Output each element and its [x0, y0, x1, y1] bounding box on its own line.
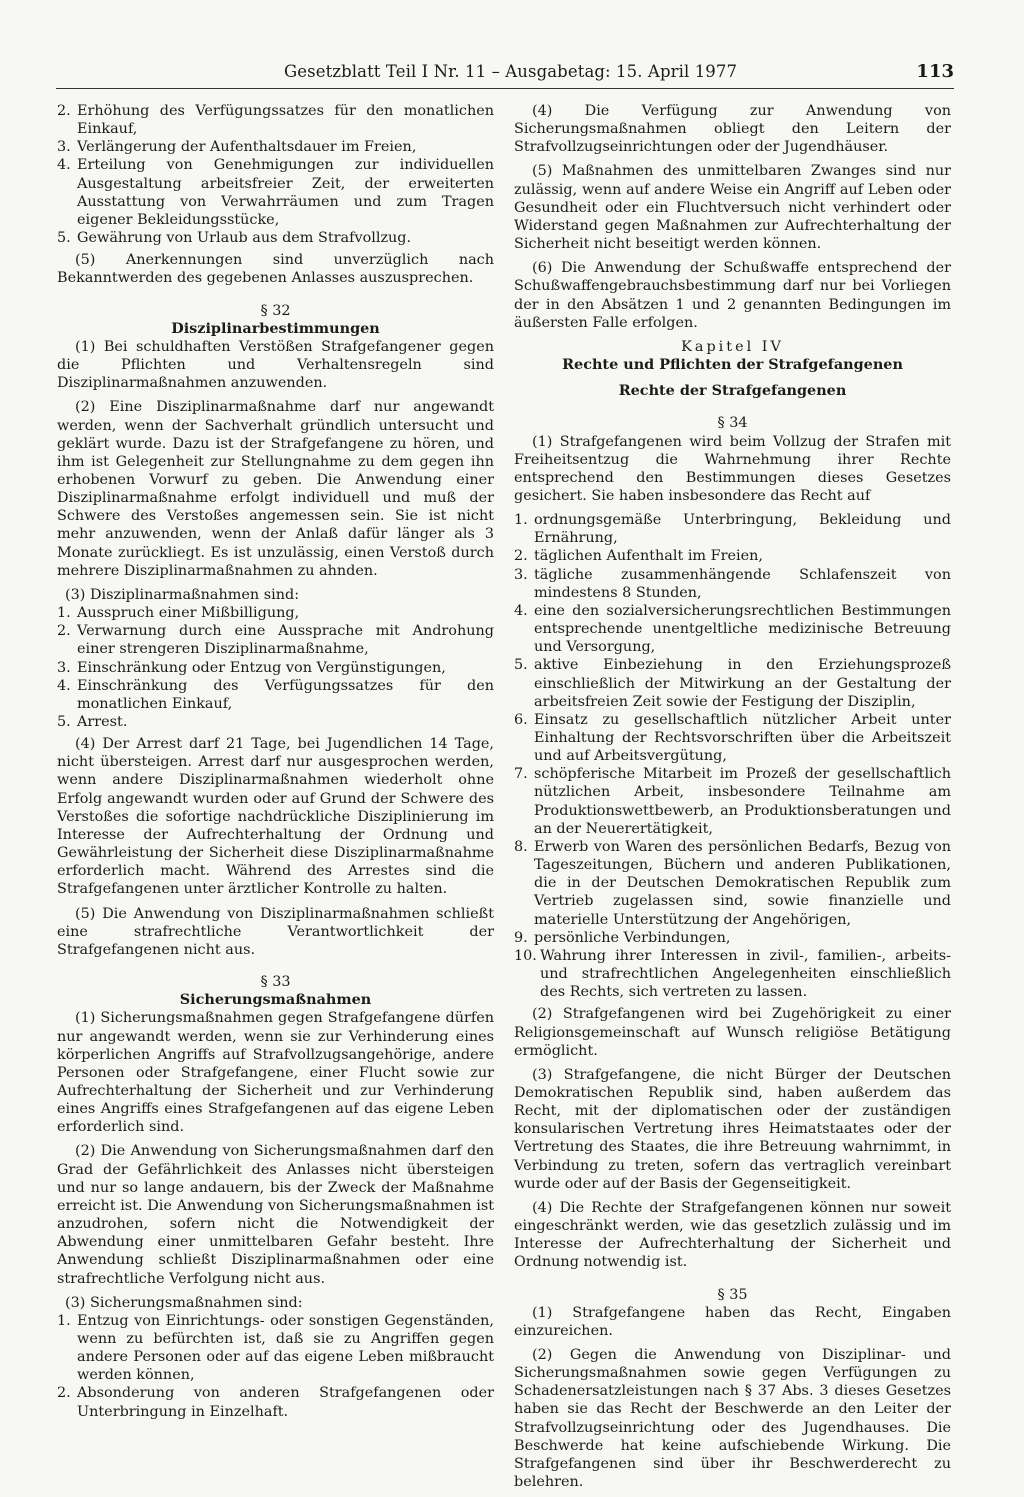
subsection-title: Rechte der Strafgefangenen	[618, 382, 847, 400]
item-text: schöpferische Mitarbeit im Prozeß der gesellschaftlich nützlichen Arbeit, insbesondere Teilnahme am Produktionswettbewerb, an Produktionsberatungen und an der Neuerertätigkeit,	[534, 766, 951, 837]
list-item	[514, 566, 951, 602]
item-text: Erteilung von Genehmigungen zur individuellen Ausgestaltung arbeitsfreier Zeit, der erweiterten Ausstattung von Verwahrräumen und zum Tragen eigener Bekleidungsstücke,	[77, 157, 494, 228]
paragraph: (4) Der Arrest darf 21 Tage, bei Jugendlichen 14 Tage, nicht übersteigen. Arrest darf nur ausgesprochen werden, wenn andere Disziplinarmaßnahmen wiederholt ohne Erfolg angewandt wurden oder auf Grund der Schwere des Verstoßes die sofortige nachdrückliche Disziplinierung im Interesse der Aufrechterhaltung der Ordnung und Gewährleistung der Sicherheit diese Disziplinarmaßnahme erforderlich macht. Während des Arrestes sind die Strafgefangenen unter ärztlicher Kontrolle zu halten.	[57, 736, 494, 898]
item-number: 2.	[57, 623, 71, 640]
paragraph: (2) Strafgefangenen wird bei Zugehörigkeit zu einer Religionsgemeinschaft auf Wunsch religiöse Betätigung ermöglicht.	[514, 1006, 951, 1059]
paragraph: (5) Die Anwendung von Disziplinarmaßnahmen schließt eine strafrechtliche Verantwortlichkeit der Strafgefangenen nicht aus.	[57, 905, 494, 958]
paragraph: (4) Die Verfügung zur Anwendung von Sicherungsmaßnahmen obliegt den Leitern der Strafvollzugseinrichtungen oder der Jugendhäuser.	[514, 103, 951, 156]
left-column	[57, 102, 494, 1421]
paragraph: (2) Die Anwendung von Sicherungsmaßnahmen darf den Grad der Gefährlichkeit des Anlasses nicht übersteigen und nur so lange andauern, bis der Zweck der Maßnahme erreicht ist. Die Anwendung von Sicherungsmaßnahmen ist anzudrohen, sofern nicht die Notwendigkeit der Abwendung einer unmittelbaren Gefahr besteht. Ihre Anwendung schließt Disziplinarmaßnahmen oder eine strafrechtliche Verfolgung nicht aus.	[57, 1143, 494, 1287]
section-title: Disziplinarbestimmungen	[171, 319, 380, 337]
paragraph: (3) Disziplinarmaßnahmen sind:	[65, 586, 300, 603]
item-number: 3.	[57, 659, 71, 676]
list-item	[57, 1312, 494, 1385]
paragraph: (1) Strafgefangenen wird beim Vollzug der Strafen mit Freiheitsentzug die Wahrnehmung ihrer Rechte entsprechend den Bestimmungen dieses Gesetzes gesichert. Sie haben insbesondere das Recht auf	[514, 433, 951, 504]
item-number: 10.	[514, 947, 537, 964]
list-item	[57, 713, 494, 731]
item-number: 4.	[57, 677, 71, 694]
paragraph: (3) Strafgefangene, die nicht Bürger der Deutschen Demokratischen Republik sind, haben außerdem das Recht, mit der diplomatischen oder der zuständigen konsularischen Vertretung ihres Heimatstaates oder der Vertretung des Staates, die ihre Betreuung wahrnimmt, in Verbindung zu treten, sofern das vertraglich vereinbart wurde oder auf der Basis der Gegenseitigkeit.	[514, 1066, 951, 1192]
list-item	[57, 622, 494, 658]
item-text: aktive Einbeziehung in den Erziehungsprozeß einschließlich der Mitwirkung an der Gestaltung der arbeitsfreien Zeit sowie der Festigung der Disziplin,	[534, 657, 951, 710]
item-text: Gewährung von Urlaub aus dem Strafvollzug.	[77, 230, 412, 247]
paragraph: (5) Maßnahmen des unmittelbaren Zwanges sind nur zulässig, wenn auf andere Weise ein Angriff auf Leben oder Gesundheit oder ein Fluchtversuch nicht verhindert oder Widerstand gegen Maßnahmen zur Aufrechterhaltung der Sicherheit nicht beseitigt werden können.	[514, 163, 951, 253]
paragraph: (5) Anerkennungen sind unverzüglich nach Bekanntwerden des gegebenen Anlasses auszusprechen.	[57, 252, 494, 287]
page-number: 113	[916, 61, 954, 82]
item-text: Entzug von Einrichtungs- oder sonstigen Gegenständen, wenn zu befürchten ist, daß sie zu Angriffen gegen andere Personen oder auf das eigene Leben mißbraucht werden können,	[77, 1312, 494, 1384]
item-number: 8.	[514, 838, 528, 855]
item-text: Einschränkung des Verfügungssatzes für den monatlichen Einkauf,	[77, 677, 494, 712]
item-text: Wahrung ihrer Interessen in zivil-, familien-, arbeits- und strafrechtlichen Angelegenheiten einschließlich des Rechts, sich vertreten zu lassen.	[540, 947, 951, 1001]
list-item	[514, 547, 951, 565]
list-item	[57, 659, 494, 677]
item-text: täglichen Aufenthalt im Freien,	[534, 548, 763, 565]
item-number: 6.	[514, 711, 528, 728]
item-number: 3.	[57, 139, 71, 156]
list-item	[514, 511, 951, 547]
section-title: Sicherungsmaßnahmen	[179, 991, 372, 1009]
page-header	[56, 58, 954, 89]
list-item	[57, 138, 494, 156]
paragraph: (4) Die Rechte der Strafgefangenen können nur soweit eingeschränkt werden, wie das gesetzlich zulässig und im Interesse der Aufrechterhaltung der Sicherheit und Ordnung notwendig ist.	[514, 1199, 951, 1271]
item-text: Arrest.	[77, 714, 128, 730]
header-title: Gesetzblatt Teil I Nr. 11 – Ausgabetag: 15. April 1977	[284, 62, 738, 81]
item-number: 2.	[514, 548, 528, 565]
paragraph: (2) Gegen die Anwendung von Disziplinar- und Sicherungsmaßnahmen sowie gegen Verfügungen zu Schadenersatzleistungen nach § 37 Abs. 3 dieses Gesetzes haben sie das Recht der Beschwerde an den Leiter der Strafvollzugseinrichtung oder des Jugendhauses. Die Beschwerde hat keine aufschiebende Wirkung. Die Strafgefangenen sind über ihr Beschwerderecht zu belehren.	[514, 1347, 951, 1491]
list-rechte	[514, 511, 951, 1001]
section-number: § 32	[260, 302, 291, 319]
item-text: tägliche zusammenhängende Schlafenszeit von mindestens 8 Stunden,	[534, 566, 951, 601]
chapter-heading: Kapitel IV	[681, 338, 784, 355]
paragraph: (1) Strafgefangene haben das Recht, Eingaben einzureichen.	[514, 1304, 951, 1339]
paragraph: (2) Eine Disziplinarmaßnahme darf nur angewandt werden, wenn der Sachverhalt gründlich untersucht und geklärt wurde. Dazu ist der Strafgefangene zu hören, und ihm ist Gelegenheit zur Stellungnahme zu dem gegen ihn erhobenen Vorwurf zu geben. Die Anwendung einer Disziplinarmaßnahme erfolgt individuell und muß der Schwere des Verstoßes angemessen sein. Sie ist nicht mehr anzuwenden, wenn der Anlaß dafür länger als 3 Monate zurückliegt. Es ist unzulässig, einen Verstoß durch mehrere Disziplinarmaßnahmen zu ahnden.	[57, 399, 494, 579]
list-item	[514, 838, 951, 929]
item-text: ordnungsgemäße Unterbringung, Bekleidung und Ernährung,	[534, 512, 951, 547]
chapter-title: Rechte und Pflichten der Strafgefangenen	[562, 356, 903, 374]
item-number: 1.	[57, 605, 71, 622]
paragraph: (6) Die Anwendung der Schußwaffe entsprechend der Schußwaffengebrauchsbestimmung darf nur bei Vorliegen der in den Absätzen 1 und 2 genannten Bedingungen im äußersten Falle erfolgen.	[514, 260, 951, 331]
section-number: § 35	[717, 1286, 748, 1303]
list-disziplinarmassnahmen	[57, 604, 494, 731]
item-text: Erwerb von Waren des persönlichen Bedarfs, Bezug von Tageszeitungen, Büchern und anderen Publikationen, die in der Deutschen Demokratischen Republik zum Vertrieb zugelassen sind, sowie finanzielle und materielle Unterstützung der Angehörigen,	[534, 838, 951, 928]
right-column	[514, 102, 951, 1497]
item-number: 1.	[514, 512, 528, 529]
paragraph: (1) Bei schuldhaften Verstößen Strafgefangener gegen die Pflichten und Verhaltensregeln sind Disziplinarmaßnahmen anzuwenden.	[57, 338, 494, 392]
item-number: 7.	[514, 766, 528, 783]
list-item	[57, 604, 494, 622]
item-text: Verwarnung durch eine Aussprache mit Androhung einer strengeren Disziplinarmaßnahme,	[77, 623, 494, 658]
item-text: Einsatz zu gesellschaftlich nützlicher Arbeit unter Einhaltung der Rechtsvorschriften über die Arbeitszeit und auf Arbeitsvergütung,	[534, 711, 951, 765]
list-item	[514, 765, 951, 838]
list-item	[514, 656, 951, 710]
item-number: 4.	[57, 157, 71, 174]
item-text: Absonderung von anderen Strafgefangenen oder Unterbringung in Einzelhaft.	[77, 1385, 494, 1420]
paragraph: (1) Sicherungsmaßnahmen gegen Strafgefangene dürfen nur angewandt werden, wenn sie zur Verhinderung eines körperlichen Angriffs auf Strafvollzugsangehörige, andere Personen oder Strafgefangene, einer Flucht sowie zur Aufrechterhaltung der Sicherheit und zur Verhinderung eines Angriffs eines Strafgefangenen auf das eigene Leben erforderlich sind.	[57, 1010, 494, 1136]
list-item	[514, 711, 951, 765]
item-text: Erhöhung des Verfügungssatzes für den monatlichen Einkauf,	[77, 103, 494, 138]
item-number: 4.	[514, 602, 528, 619]
item-text: Einschränkung oder Entzug von Vergünstigungen,	[77, 659, 446, 676]
paragraph: (3) Sicherungsmaßnahmen sind:	[65, 1294, 303, 1311]
list-item	[57, 102, 494, 138]
list-sicherungsmassnahmen	[57, 1312, 494, 1421]
item-number: 5.	[57, 230, 71, 247]
item-text: persönliche Verbindungen,	[534, 929, 731, 946]
item-number: 1.	[57, 1312, 71, 1329]
list-item	[514, 602, 951, 656]
list-item	[57, 677, 494, 713]
item-number: 2.	[57, 103, 71, 119]
item-number: 2.	[57, 1385, 71, 1402]
list-item	[514, 929, 951, 947]
item-number: 9.	[514, 929, 528, 946]
list-item	[57, 156, 494, 229]
list-item	[57, 229, 494, 247]
section-number: § 33	[260, 974, 291, 991]
item-text: Verlängerung der Aufenthaltsdauer im Freien,	[77, 139, 417, 156]
item-text: eine den sozialversicherungsrechtlichen Bestimmungen entsprechende unentgeltliche medizinische Betreuung und Versorgung,	[534, 602, 951, 656]
section-number: § 34	[717, 415, 748, 432]
list-item	[514, 947, 951, 1001]
item-text: Ausspruch einer Mißbilligung,	[77, 605, 300, 622]
item-number: 3.	[514, 566, 528, 583]
item-number: 5.	[57, 714, 71, 730]
list-top	[57, 102, 494, 247]
item-number: 5.	[514, 657, 528, 674]
